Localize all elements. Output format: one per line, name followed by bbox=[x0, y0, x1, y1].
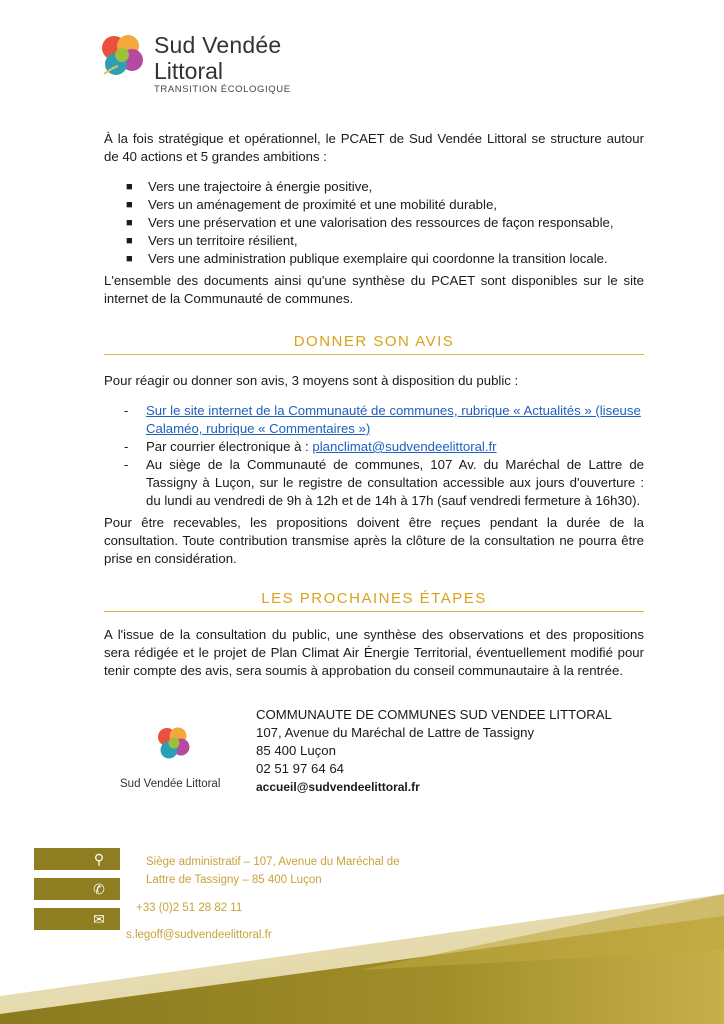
section2-text: A l'issue de la consultation du public, une synthèse des observations et des propositions sera rédigée et le projet de Plan Climat Air Énergie Territorial, éventuellement modifié pour tenir compte des avis, sera soumis à approbation du conseil communautaire à la rentrée. bbox=[104, 627, 644, 678]
documents-paragraph: L'ensemble des documents ainsi qu'une synthèse du PCAET sont disponibles sur le site internet de la Communauté de communes. bbox=[104, 273, 644, 306]
ambition-text: Vers un territoire résilient, bbox=[148, 233, 298, 248]
dash-icon: - bbox=[124, 439, 129, 454]
list-item bbox=[124, 438, 644, 456]
band-email[interactable]: s.legoff@sudvendeelittoral.fr bbox=[126, 929, 272, 941]
list-item bbox=[124, 214, 644, 232]
brand-logo bbox=[92, 28, 332, 98]
website-link[interactable]: Sur le site internet de la Communauté de communes, rubrique « Actualités » (liseuse Calaméo, rubrique « Commentaires ») bbox=[146, 403, 641, 436]
brand-name-line1: Sud Vendée bbox=[154, 32, 282, 58]
bullet-icon: ■ bbox=[126, 181, 133, 193]
footer-brand-name: Sud Vendée Littoral bbox=[120, 778, 221, 790]
ambition-text: Vers une trajectoire à énergie positive, bbox=[148, 179, 373, 194]
section1-closing: Pour être recevables, les propositions doivent être reçues pendant la durée de la consultation. Toute contribution transmise après la clôture de la consultation ne pourra être prise en considération. bbox=[104, 515, 644, 566]
list-item bbox=[124, 402, 644, 438]
bullet-icon: ■ bbox=[126, 253, 133, 265]
location-box bbox=[34, 848, 120, 870]
ambition-text: Vers une administration publique exemplaire qui coordonne la transition locale. bbox=[148, 251, 608, 266]
email-prefix: Par courrier électronique à : bbox=[146, 439, 313, 454]
bullet-icon: ■ bbox=[126, 199, 133, 211]
planclimat-email-link[interactable]: planclimat@sudvendeelittoral.fr bbox=[312, 439, 497, 454]
ambition-text: Vers un aménagement de proximité et une mobilité durable, bbox=[148, 197, 497, 212]
section-title-prochaines-etapes: LES PROCHAINES ÉTAPES bbox=[261, 590, 487, 607]
phone-icon: ✆ bbox=[93, 881, 105, 897]
org-name: COMMUNAUTE DE COMMUNES SUD VENDEE LITTORAL bbox=[256, 707, 612, 722]
clover-logo-icon bbox=[92, 28, 150, 86]
footer-logo bbox=[120, 722, 230, 802]
list-item bbox=[124, 250, 644, 268]
list-item bbox=[124, 456, 644, 510]
section1-intro: Pour réagir ou donner son avis, 3 moyens sont à disposition du public : bbox=[104, 373, 519, 388]
clover-logo-icon bbox=[150, 722, 196, 768]
section-divider bbox=[104, 354, 644, 355]
phone-number: 02 51 97 64 64 bbox=[256, 761, 344, 776]
list-item bbox=[124, 196, 644, 214]
participation-list bbox=[124, 402, 644, 510]
intro-paragraph: À la fois stratégique et opérationnel, le PCAET de Sud Vendée Littoral se structure autour de 40 actions et 5 grandes ambitions : bbox=[104, 131, 644, 164]
band-address-line1: Siège administratif – 107, Avenue du Maréchal de bbox=[146, 856, 400, 868]
email-box bbox=[34, 908, 120, 930]
street-address: 107, Avenue du Maréchal de Lattre de Tassigny bbox=[256, 725, 535, 740]
band-phone: +33 (0)2 51 28 82 11 bbox=[136, 902, 243, 914]
brand-name-line2: Littoral bbox=[154, 58, 224, 84]
list-item bbox=[124, 232, 644, 250]
ambitions-list bbox=[124, 178, 644, 268]
ambition-text: Vers une préservation et une valorisation des ressources de façon responsable, bbox=[148, 215, 614, 230]
dash-icon: - bbox=[124, 403, 129, 418]
section-divider bbox=[104, 611, 644, 612]
phone-box bbox=[34, 878, 120, 900]
bullet-icon: ■ bbox=[126, 235, 133, 247]
dash-icon: - bbox=[124, 457, 129, 472]
envelope-icon: ✉ bbox=[93, 911, 105, 927]
bullet-icon: ■ bbox=[126, 217, 133, 229]
list-item bbox=[124, 178, 644, 196]
section-title-donner-avis: DONNER SON AVIS bbox=[293, 333, 455, 350]
office-visit-text: Au siège de la Communauté de communes, 107 Av. du Maréchal de Lattre de Tassigny à Luçon, sur le registre de consultation accessible aux jours d'ouverture : du lundi au vendredi de 9h à 12h et de 14h à 17h (sauf vendredi fermeture à 16h30). bbox=[146, 457, 644, 508]
contact-email[interactable]: accueil@sudvendeelittoral.fr bbox=[256, 780, 420, 794]
location-pin-icon: ⚲ bbox=[93, 851, 105, 867]
address-block bbox=[256, 706, 612, 796]
band-address-line2: Lattre de Tassigny – 85 400 Luçon bbox=[146, 874, 322, 886]
brand-subtitle: TRANSITION ÉCOLOGIQUE bbox=[154, 84, 291, 95]
city: 85 400 Luçon bbox=[256, 743, 336, 758]
